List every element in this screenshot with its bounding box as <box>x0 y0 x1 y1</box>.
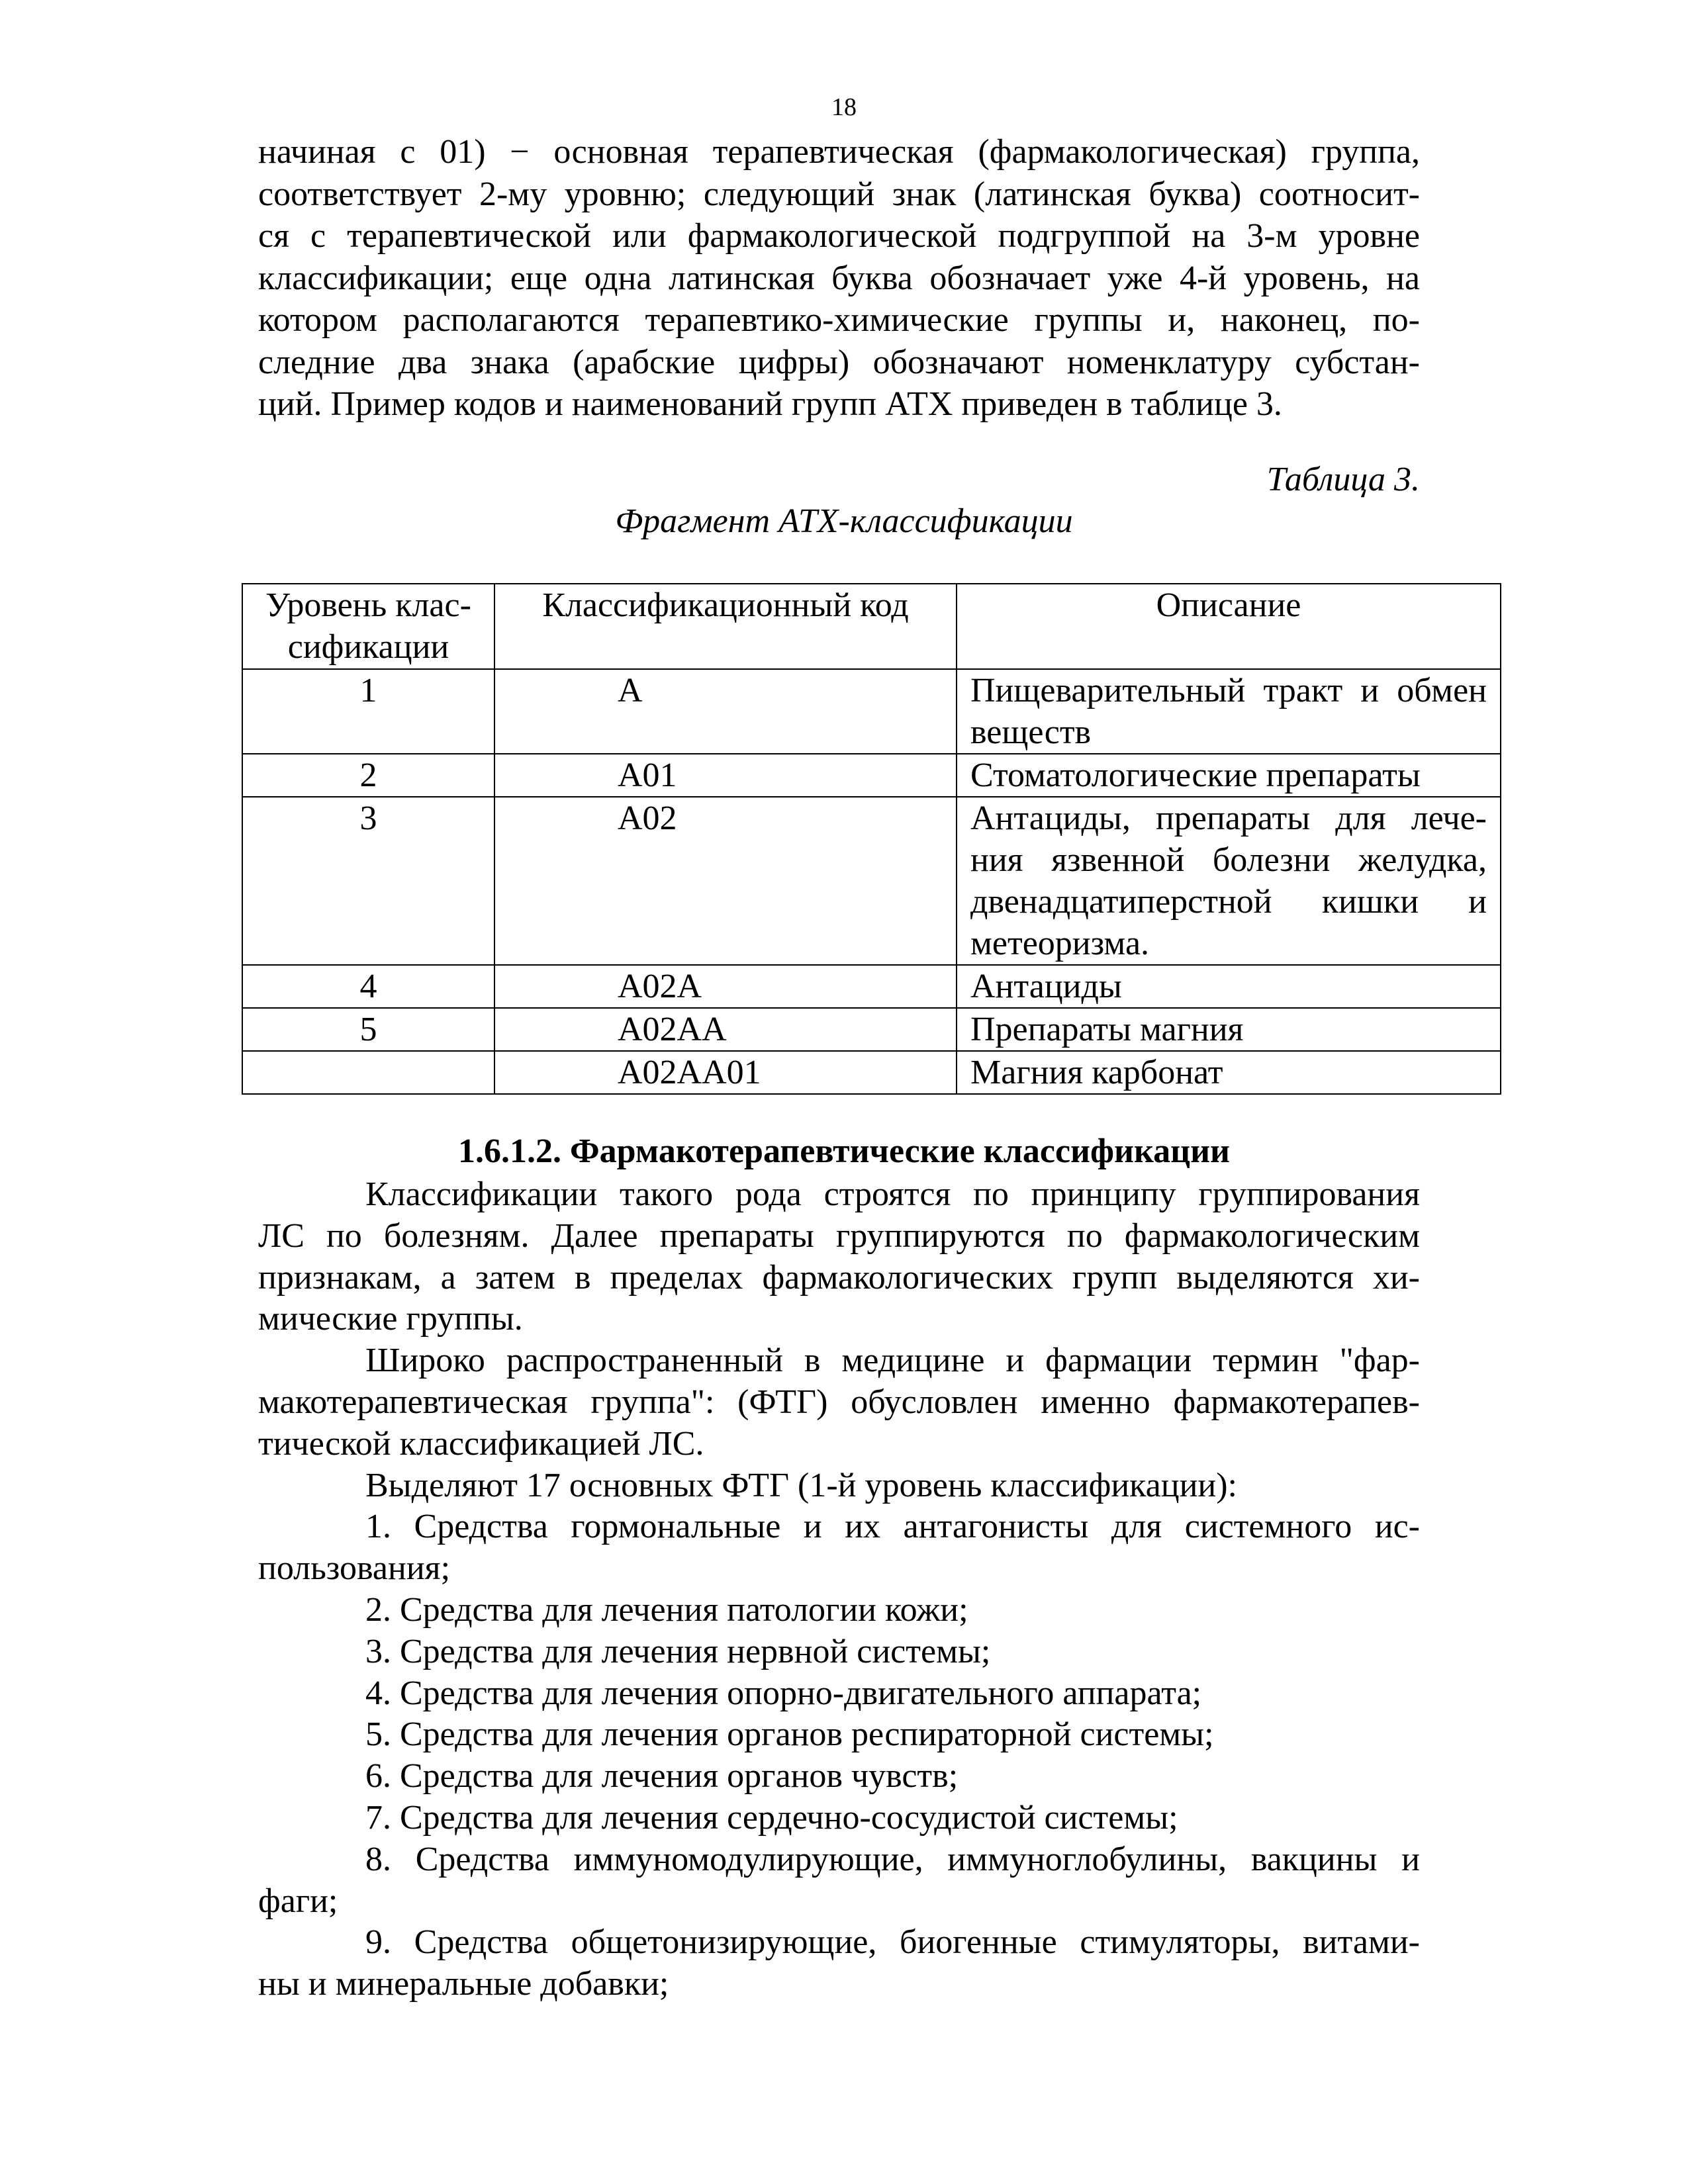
table-row <box>242 1051 1501 1094</box>
text-line: ций. Пример кодов и наименований групп АТХ приведен в таблице 3. <box>258 385 1282 423</box>
column-header <box>957 584 1501 669</box>
text-line: классификации; еще одна латинская буква обозначает уже 4-й уровень, на <box>258 259 1420 297</box>
atc-table <box>242 583 1501 1095</box>
description-line: двенадцатиперстной кишки и <box>970 883 1487 921</box>
header-text: Уровень клас- <box>265 586 471 624</box>
description-line: Стоматологические препараты <box>970 756 1421 794</box>
code-cell: А02АА01 <box>494 1051 957 1094</box>
text-line: 3. Средства для лечения нервной системы; <box>365 1632 991 1670</box>
text-line: начиная с 01) − основная терапевтическая (фармакологическая) группа, <box>258 133 1420 171</box>
text-line: 1. Средства гормональные и их антагонисты для системного ис- <box>365 1508 1420 1546</box>
description-cell <box>957 754 1501 797</box>
description-line: Антациды, препараты для лече- <box>970 799 1487 837</box>
description-line: Препараты магния <box>970 1011 1244 1048</box>
level-cell: 5 <box>242 1008 494 1051</box>
description-cell <box>957 965 1501 1008</box>
column-header <box>242 584 494 669</box>
text-line: тической классификацией ЛС. <box>258 1424 704 1463</box>
section-heading: 1.6.1.2. Фармакотерапевтические классификации <box>457 1132 1230 1170</box>
text-line: 2. Средства для лечения патологии кожи; <box>365 1590 968 1629</box>
text-line: ны и минеральные добавки; <box>258 1965 669 2003</box>
intro-paragraph <box>258 131 1420 426</box>
code-cell: А <box>494 669 957 754</box>
text-line: Выделяют 17 основных ФТГ (1-й уровень классификации): <box>365 1466 1237 1504</box>
text-line: мические группы. <box>258 1300 523 1338</box>
level-cell <box>242 1051 494 1094</box>
text-line: 8. Средства иммуномодулирующие, иммуноглобулины, вакцины и <box>365 1840 1420 1878</box>
header-text: сификации <box>287 628 449 666</box>
text-line: ся с терапевтической или фармакологической подгруппой на 3-м уровне <box>258 217 1420 255</box>
header-text: Описание <box>1156 586 1301 624</box>
text-line: Классификации такого рода строятся по принципу группирования <box>365 1175 1420 1213</box>
description-line: веществ <box>970 713 1092 751</box>
table-row <box>242 754 1501 797</box>
text-line: признакам, а затем в пределах фармакологических групп выделяются хи- <box>258 1258 1420 1297</box>
text-line: 5. Средства для лечения органов респираторной системы; <box>365 1715 1214 1754</box>
description-line: Пищеварительный тракт и обмен <box>970 672 1487 709</box>
description-cell <box>957 797 1501 965</box>
table-header-row <box>242 584 1501 669</box>
text-line: фаги; <box>258 1882 338 1920</box>
table-title: Фрагмент АТХ-классификации <box>615 502 1073 540</box>
text-line: котором располагаются терапевтико-химические группы и, наконец, по- <box>258 301 1420 339</box>
description-line: метеоризма. <box>970 925 1150 962</box>
description-cell <box>957 1008 1501 1051</box>
text-line: пользования; <box>258 1549 451 1588</box>
level-cell: 4 <box>242 965 494 1008</box>
table-row <box>242 965 1501 1008</box>
column-header <box>494 584 957 669</box>
code-cell: А02 <box>494 797 957 965</box>
header-text: Классификационный код <box>542 586 909 624</box>
level-cell: 3 <box>242 797 494 965</box>
text-line: 4. Средства для лечения опорно-двигательного аппарата; <box>365 1674 1202 1712</box>
description-cell <box>957 669 1501 754</box>
text-line: следние два знака (арабские цифры) обозначают номенклатуру субстан- <box>258 343 1420 381</box>
table-row <box>242 797 1501 965</box>
description-cell <box>957 1051 1501 1094</box>
page-number: 18 <box>831 93 857 121</box>
text-line: 9. Средства общетонизирующие, биогенные стимуляторы, витами- <box>365 1923 1420 1962</box>
description-line: Антациды <box>970 968 1122 1005</box>
level-cell: 1 <box>242 669 494 754</box>
table-row <box>242 669 1501 754</box>
text-line: 7. Средства для лечения сердечно-сосудистой системы; <box>365 1798 1178 1837</box>
code-cell: А02А <box>494 965 957 1008</box>
table-row <box>242 1008 1501 1051</box>
code-cell: А01 <box>494 754 957 797</box>
body-text <box>258 1174 1420 2005</box>
description-line: ния язвенной болезни желудка, <box>970 841 1487 879</box>
table-caption: Таблица 3. <box>1266 461 1420 498</box>
level-cell: 2 <box>242 754 494 797</box>
text-line: Широко распространенный в медицине и фармации термин "фар- <box>365 1342 1420 1380</box>
text-line: ЛС по болезням. Далее препараты группируются по фармакологическим <box>258 1216 1420 1255</box>
text-line: соответствует 2-му уровню; следующий знак (латинская буква) соотносит- <box>258 175 1420 213</box>
code-cell: А02АА <box>494 1008 957 1051</box>
text-line: 6. Средства для лечения органов чувств; <box>365 1757 959 1796</box>
description-line: Магния карбонат <box>970 1054 1223 1091</box>
text-line: макотерапевтическая группа": (ФТГ) обусловлен именно фармакотерапев- <box>258 1383 1420 1421</box>
